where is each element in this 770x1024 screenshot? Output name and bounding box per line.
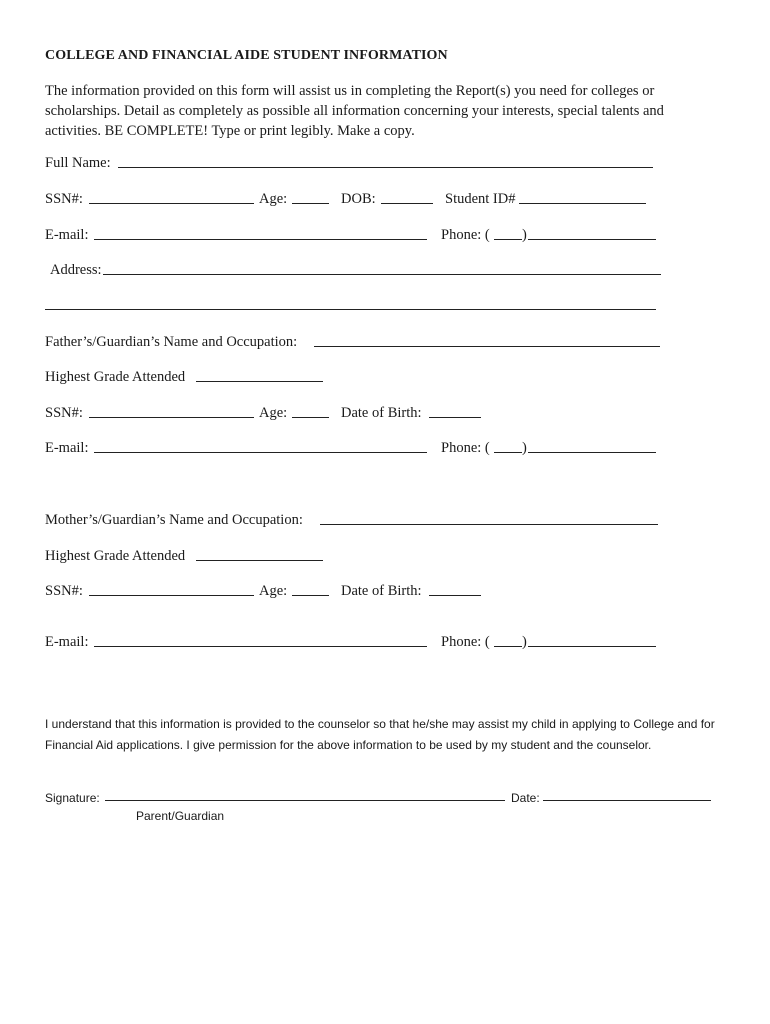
student-phone-field[interactable] bbox=[528, 226, 656, 240]
date-field[interactable] bbox=[543, 789, 711, 801]
mother-name-occupation-field[interactable] bbox=[320, 511, 658, 525]
student-dob-label: DOB: bbox=[341, 191, 376, 207]
student-age-label: Age: bbox=[259, 191, 288, 207]
student-email-label: E-mail: bbox=[45, 227, 89, 243]
father-email-label: E-mail: bbox=[45, 440, 89, 456]
signature-field[interactable] bbox=[105, 789, 505, 801]
student-phone-area-field[interactable] bbox=[494, 226, 522, 240]
father-phone-field[interactable] bbox=[528, 439, 656, 453]
mother-phone-close: ) bbox=[522, 634, 527, 650]
consent-paragraph: I understand that this information is provided to the counselor so that he/she may assist my child in applying to College and for Financial Aid applications. I give permission for the above information to be used by my student and the counselor. bbox=[45, 717, 715, 752]
mother-age-field[interactable] bbox=[292, 582, 329, 596]
signer-caption: Parent/Guardian bbox=[136, 809, 225, 823]
student-id-field[interactable] bbox=[519, 190, 646, 204]
father-name-occupation-field[interactable] bbox=[314, 333, 660, 347]
address-field-line-2[interactable] bbox=[45, 296, 656, 310]
father-highest-grade-field[interactable] bbox=[196, 368, 323, 382]
signature-label: Signature: bbox=[45, 791, 100, 805]
father-dob-field[interactable] bbox=[429, 404, 481, 418]
student-id-label: Student ID# bbox=[445, 191, 516, 207]
date-label: Date: bbox=[511, 791, 540, 805]
father-age-field[interactable] bbox=[292, 404, 329, 418]
mother-phone-area-field[interactable] bbox=[494, 633, 522, 647]
father-phone-close: ) bbox=[522, 440, 527, 456]
mother-dob-label: Date of Birth: bbox=[341, 583, 422, 599]
mother-dob-field[interactable] bbox=[429, 582, 481, 596]
father-ssn-field[interactable] bbox=[89, 404, 254, 418]
mother-ssn-label: SSN#: bbox=[45, 583, 83, 599]
student-dob-field[interactable] bbox=[381, 190, 433, 204]
father-highest-grade-label: Highest Grade Attended bbox=[45, 369, 186, 385]
mother-phone-label: Phone: ( bbox=[441, 634, 490, 650]
address-field-line-1[interactable] bbox=[103, 261, 661, 275]
father-ssn-label: SSN#: bbox=[45, 405, 83, 421]
mother-phone-field[interactable] bbox=[528, 633, 656, 647]
student-age-field[interactable] bbox=[292, 190, 329, 204]
student-email-field[interactable] bbox=[94, 226, 427, 240]
full-name-field[interactable] bbox=[118, 154, 653, 168]
mother-age-label: Age: bbox=[259, 583, 288, 599]
father-phone-area-field[interactable] bbox=[494, 439, 522, 453]
father-email-field[interactable] bbox=[94, 439, 427, 453]
mother-name-occupation-label: Mother’s/Guardian’s Name and Occupation: bbox=[45, 512, 303, 528]
father-name-occupation-label: Father’s/Guardian’s Name and Occupation: bbox=[45, 334, 298, 350]
mother-highest-grade-field[interactable] bbox=[196, 547, 323, 561]
mother-email-label: E-mail: bbox=[45, 634, 89, 650]
student-phone-label: Phone: ( bbox=[441, 227, 490, 243]
student-phone-close: ) bbox=[522, 227, 527, 243]
father-phone-label: Phone: ( bbox=[441, 440, 490, 456]
student-ssn-label: SSN#: bbox=[45, 191, 83, 207]
student-ssn-field[interactable] bbox=[89, 190, 254, 204]
father-age-label: Age: bbox=[259, 405, 288, 421]
father-dob-label: Date of Birth: bbox=[341, 405, 422, 421]
address-label: Address: bbox=[50, 262, 102, 278]
mother-email-field[interactable] bbox=[94, 633, 427, 647]
full-name-label: Full Name: bbox=[45, 155, 111, 171]
mother-ssn-field[interactable] bbox=[89, 582, 254, 596]
mother-highest-grade-label: Highest Grade Attended bbox=[45, 548, 186, 564]
intro-paragraph: The information provided on this form will assist us in completing the Report(s) you need for colleges or scholarships. Detail as completely as possible all information concerning your interests, special talents and activities. BE COMPLETE! Type or print legibly. Make a copy. bbox=[45, 83, 664, 139]
form-title: COLLEGE AND FINANCIAL AIDE STUDENT INFORMATION bbox=[45, 48, 448, 63]
